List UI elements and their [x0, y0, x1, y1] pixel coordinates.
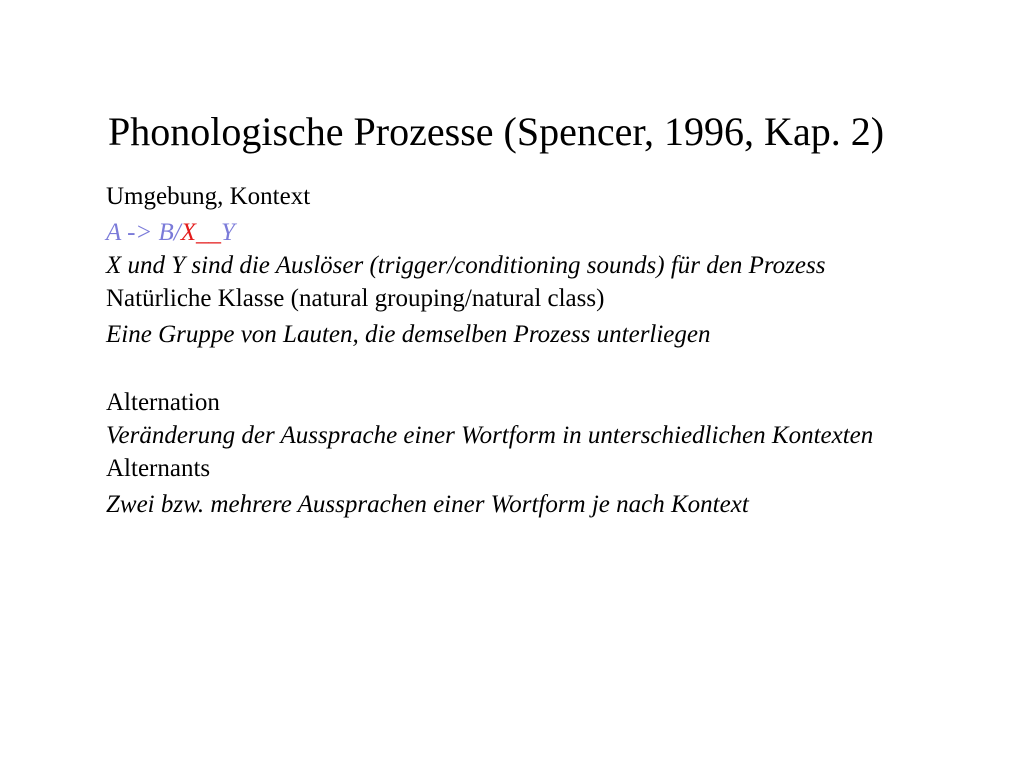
slide-content	[106, 182, 946, 520]
formula-part-x: X__	[180, 219, 222, 246]
slide-title: Phonologische Prozesse (Spencer, 1996, Kap. 2)	[108, 109, 885, 154]
umgebung-heading: Umgebung, Kontext	[106, 183, 311, 210]
rule-formula	[106, 218, 946, 248]
natuerliche-klasse-heading: Natürliche Klasse (natural grouping/natural class)	[106, 285, 605, 312]
alternants-description: Zwei bzw. mehrere Aussprachen einer Wortform je nach Kontext	[106, 491, 749, 518]
gruppe-description: Eine Gruppe von Lauten, die demselben Prozess unterliegen	[106, 321, 711, 348]
formula-part-ab: A -> B/	[106, 219, 181, 246]
trigger-description: X und Y sind die Auslöser (trigger/conditioning sounds) für den Prozess	[106, 252, 826, 279]
alternation-description: Veränderung der Aussprache einer Wortform in unterschiedlichen Kontexten	[106, 422, 874, 449]
formula-part-y: Y	[221, 219, 235, 246]
alternation-heading: Alternation	[106, 389, 220, 416]
alternants-heading: Alternants	[106, 455, 211, 482]
